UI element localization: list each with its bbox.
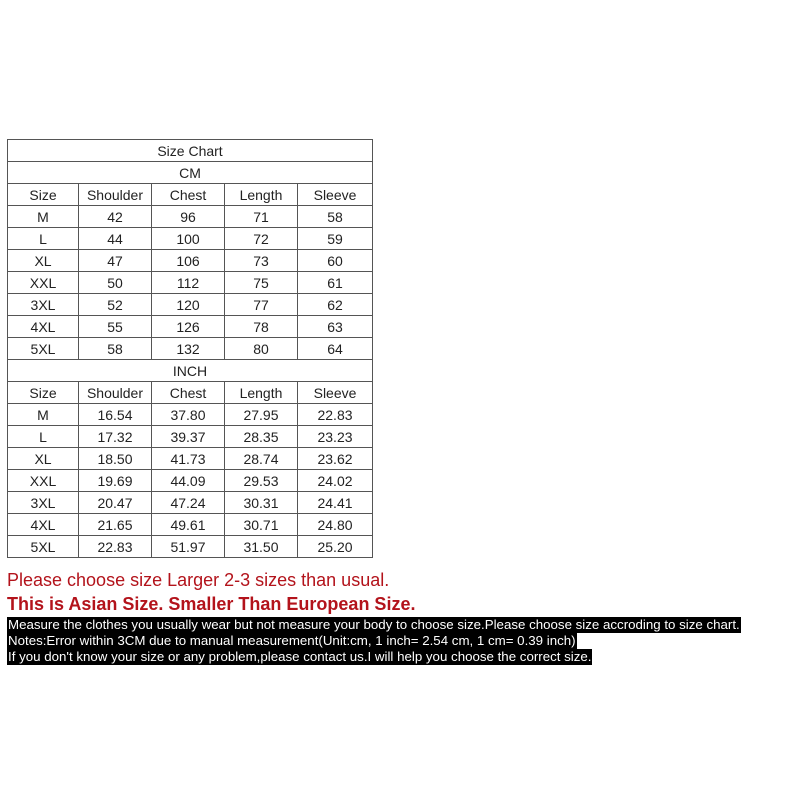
measurement-cell: 44.09: [152, 470, 225, 492]
measurement-cell: 106: [152, 250, 225, 272]
error-note: Notes:Error within 3CM due to manual measurement(Unit:cm, 1 inch= 2.54 cm, 1 cm= 0.39 inch): [8, 633, 576, 648]
measurement-cell: 71: [225, 206, 298, 228]
table-row: [8, 492, 373, 514]
measurement-cell: 39.37: [152, 426, 225, 448]
measurement-cell: 19.69: [79, 470, 152, 492]
size-cell: 3XL: [8, 492, 79, 514]
measurement-cell: 63: [298, 316, 373, 338]
measurement-cell: 30.71: [225, 514, 298, 536]
measurement-cell: 37.80: [152, 404, 225, 426]
measurement-cell: 49.61: [152, 514, 225, 536]
size-cell: XXL: [8, 470, 79, 492]
measurement-cell: 77: [225, 294, 298, 316]
size-cell: XL: [8, 250, 79, 272]
measurement-cell: 58: [298, 206, 373, 228]
column-header: Sleeve: [298, 184, 373, 206]
measure-note: Measure the clothes you usually wear but not measure your body to choose size.Please choose size accroding to size chart.: [8, 617, 740, 632]
size-cell: XXL: [8, 272, 79, 294]
asian-size-note: This is Asian Size. Smaller Than European Size.: [7, 594, 416, 614]
table-row: [8, 206, 373, 228]
measurement-cell: 96: [152, 206, 225, 228]
column-header: Sleeve: [298, 382, 373, 404]
unit-row: [8, 162, 373, 184]
measurement-cell: 24.02: [298, 470, 373, 492]
table-row: [8, 426, 373, 448]
unit-label: CM: [8, 162, 373, 184]
table-row: [8, 536, 373, 558]
measurement-cell: 24.80: [298, 514, 373, 536]
measurement-cell: 17.32: [79, 426, 152, 448]
column-header: Shoulder: [79, 184, 152, 206]
measurement-cell: 61: [298, 272, 373, 294]
measurement-cell: 64: [298, 338, 373, 360]
measurement-cell: 28.74: [225, 448, 298, 470]
measurement-cell: 20.47: [79, 492, 152, 514]
table-row: [8, 448, 373, 470]
size-chart-table: [7, 139, 373, 558]
table-row: [8, 404, 373, 426]
measurement-cell: 27.95: [225, 404, 298, 426]
measurement-cell: 59: [298, 228, 373, 250]
table-row: [8, 338, 373, 360]
table-row: [8, 470, 373, 492]
measurement-cell: 16.54: [79, 404, 152, 426]
unit-label: INCH: [8, 360, 373, 382]
column-header: Chest: [152, 382, 225, 404]
column-header: Length: [225, 184, 298, 206]
measurement-cell: 132: [152, 338, 225, 360]
measurement-cell: 21.65: [79, 514, 152, 536]
measurement-cell: 72: [225, 228, 298, 250]
size-cell: 4XL: [8, 316, 79, 338]
measurement-cell: 24.41: [298, 492, 373, 514]
column-header: Chest: [152, 184, 225, 206]
contact-note: If you don't know your size or any problem,please contact us.I will help you choose the correct size.: [8, 649, 592, 664]
larger-size-note: Please choose size Larger 2-3 sizes than usual.: [7, 570, 390, 590]
measurement-cell: 120: [152, 294, 225, 316]
measurement-cell: 51.97: [152, 536, 225, 558]
measurement-cell: 25.20: [298, 536, 373, 558]
column-header: Length: [225, 382, 298, 404]
measurement-cell: 23.23: [298, 426, 373, 448]
measurement-cell: 29.53: [225, 470, 298, 492]
measurement-cell: 22.83: [79, 536, 152, 558]
measurement-cell: 47.24: [152, 492, 225, 514]
measurement-cell: 41.73: [152, 448, 225, 470]
measurement-cell: 31.50: [225, 536, 298, 558]
table-row: [8, 272, 373, 294]
column-header: Shoulder: [79, 382, 152, 404]
unit-row: [8, 360, 373, 382]
measurement-cell: 58: [79, 338, 152, 360]
measurement-cell: 112: [152, 272, 225, 294]
measurement-cell: 47: [79, 250, 152, 272]
measurement-cell: 62: [298, 294, 373, 316]
size-cell: M: [8, 206, 79, 228]
table-row: [8, 294, 373, 316]
table-row: [8, 514, 373, 536]
size-cell: 5XL: [8, 536, 79, 558]
measurement-cell: 18.50: [79, 448, 152, 470]
size-cell: 5XL: [8, 338, 79, 360]
measurement-cell: 55: [79, 316, 152, 338]
table-row: [8, 250, 373, 272]
measurement-cell: 30.31: [225, 492, 298, 514]
measurement-cell: 126: [152, 316, 225, 338]
measurement-cell: 50: [79, 272, 152, 294]
measurement-cell: 44: [79, 228, 152, 250]
measurement-cell: 100: [152, 228, 225, 250]
measurement-cell: 28.35: [225, 426, 298, 448]
measurement-cell: 73: [225, 250, 298, 272]
size-cell: M: [8, 404, 79, 426]
measurement-cell: 23.62: [298, 448, 373, 470]
table-row: [8, 228, 373, 250]
size-chart-title: Size Chart: [8, 140, 373, 162]
size-cell: 3XL: [8, 294, 79, 316]
table-row: [8, 316, 373, 338]
size-cell: XL: [8, 448, 79, 470]
size-cell: L: [8, 228, 79, 250]
measurement-cell: 22.83: [298, 404, 373, 426]
measurement-cell: 42: [79, 206, 152, 228]
column-header-row: [8, 184, 373, 206]
measurement-cell: 75: [225, 272, 298, 294]
measurement-cell: 60: [298, 250, 373, 272]
size-cell: L: [8, 426, 79, 448]
size-chart-title-row: [8, 140, 373, 162]
measurement-cell: 52: [79, 294, 152, 316]
measurement-cell: 80: [225, 338, 298, 360]
column-header: Size: [8, 382, 79, 404]
size-cell: 4XL: [8, 514, 79, 536]
measurement-cell: 78: [225, 316, 298, 338]
column-header-row: [8, 382, 373, 404]
column-header: Size: [8, 184, 79, 206]
